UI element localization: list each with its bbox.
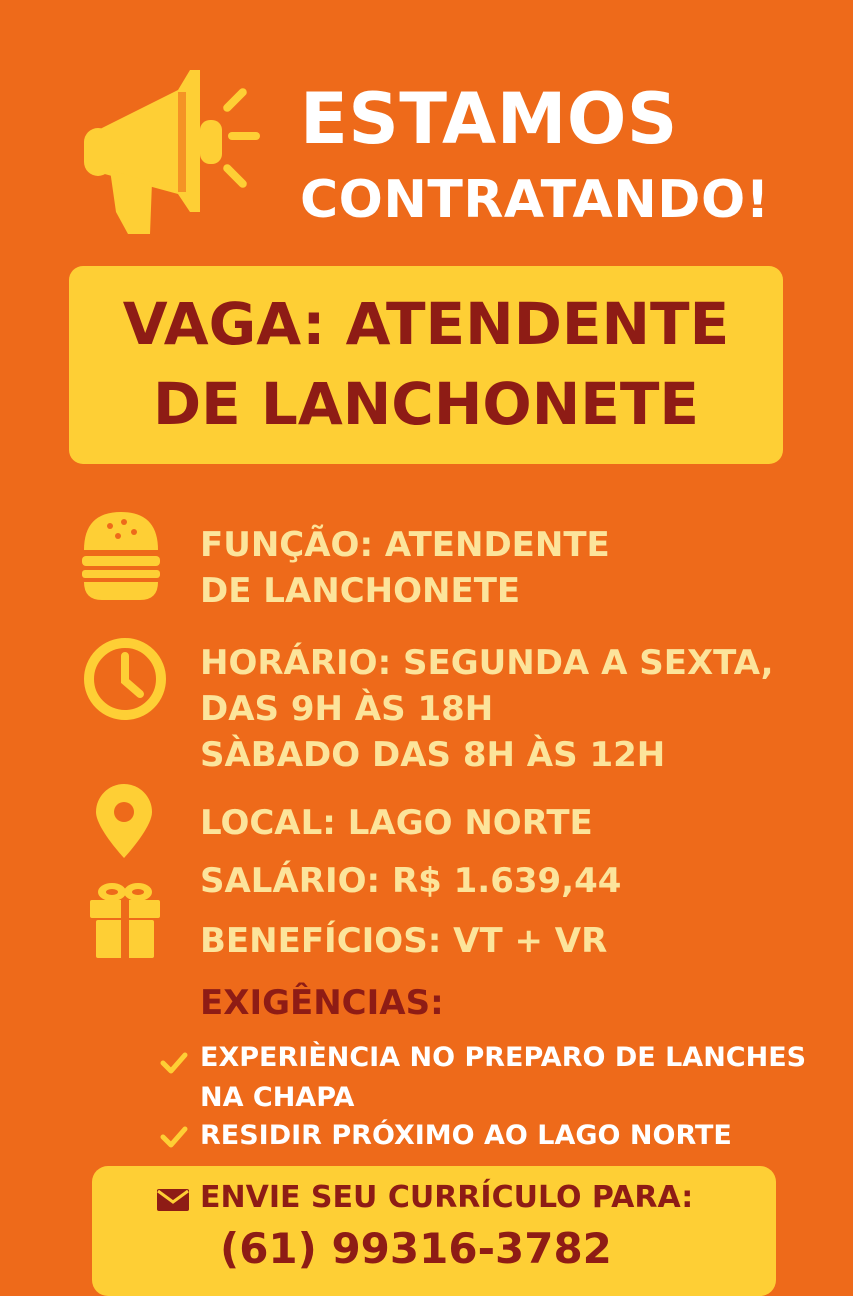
funcao-text (200, 522, 610, 614)
check-icon (160, 1126, 188, 1148)
requirement-item-1 (200, 1038, 806, 1118)
requirements-title: EXIGÊNCIAS: (200, 983, 444, 1023)
requirement-item-2 (200, 1116, 732, 1156)
contact-box (92, 1166, 776, 1296)
contact-label: ENVIE SEU CURRÍCULO PARA: (200, 1180, 694, 1215)
gift-icon (88, 878, 162, 960)
job-title-line-1: VAGA: ATENDENTE (122, 290, 730, 358)
job-title-banner (69, 266, 783, 464)
clock-icon (82, 636, 168, 722)
beneficios-text: BENEFÍCIOS: VT + VR (200, 921, 608, 961)
funcao-line-2: DE LANCHONETE (200, 571, 521, 611)
check-icon (160, 1052, 188, 1074)
horario-line-1: HORÁRIO: SEGUNDA A SEXTA, (200, 643, 774, 683)
local-text: LOCAL: LAGO NORTE (200, 803, 593, 843)
horario-text (200, 640, 774, 778)
horario-line-2: DAS 9H ÀS 18H (200, 689, 494, 729)
requirement-1-line-2: NA CHAPA (200, 1082, 355, 1113)
location-pin-icon (94, 784, 154, 860)
contact-phone[interactable]: (61) 99316-3782 (220, 1224, 612, 1273)
megaphone-icon (68, 62, 268, 242)
headline-line-2: CONTRATANDO! (300, 170, 770, 230)
salario-text: SALÁRIO: R$ 1.639,44 (200, 861, 622, 901)
headline-line-1: ESTAMOS (300, 78, 678, 160)
envelope-icon (156, 1188, 190, 1212)
burger-icon (80, 510, 162, 602)
horario-line-3: SÀBADO DAS 8H ÀS 12H (200, 735, 666, 775)
requirement-2-line-1: RESIDIR PRÓXIMO AO LAGO NORTE (200, 1120, 732, 1151)
job-title-line-2: DE LANCHONETE (152, 370, 700, 438)
requirement-1-line-1: EXPERIÈNCIA NO PREPARO DE LANCHES (200, 1042, 807, 1073)
funcao-line-1: FUNÇÃO: ATENDENTE (200, 525, 610, 565)
